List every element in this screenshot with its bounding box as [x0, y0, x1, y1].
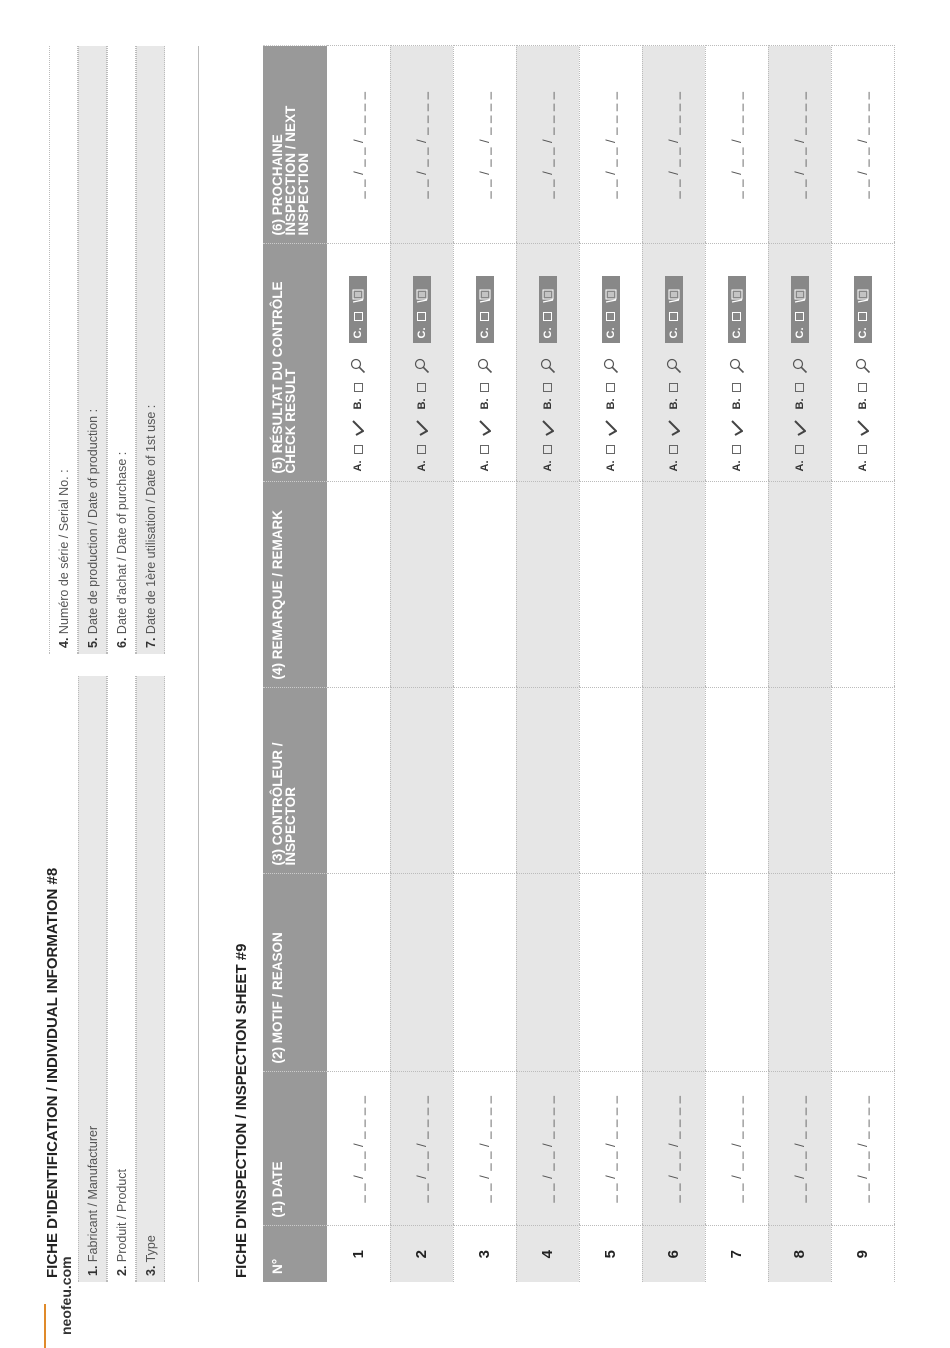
reason-cell[interactable] — [768, 874, 831, 1072]
result-b-checkbox[interactable] — [417, 384, 426, 393]
result-a-label: A. — [478, 460, 491, 472]
col-header-number: N° — [263, 1226, 327, 1282]
result-a-checkbox[interactable] — [417, 446, 426, 455]
result-c-label: C. — [415, 327, 428, 339]
next-inspection-cell[interactable]: _ _ / _ _ / _ _ _ _ — [831, 46, 894, 244]
section-divider — [198, 46, 199, 1282]
result-b-label: B. — [541, 398, 554, 410]
magnifier-icon — [414, 359, 430, 375]
magnifier-icon — [666, 359, 682, 375]
remark-cell[interactable] — [390, 482, 453, 688]
result-c-checkbox[interactable] — [480, 313, 489, 322]
row-number: 1 — [327, 1226, 390, 1282]
check-mark-icon — [668, 421, 680, 437]
result-b-label: B. — [352, 398, 365, 410]
check-mark-icon — [542, 421, 554, 437]
result-a-label: A. — [667, 460, 680, 472]
check-mark-icon — [731, 421, 743, 437]
result-c-badge — [413, 277, 431, 344]
result-c-label: C. — [730, 327, 743, 339]
next-inspection-cell[interactable]: _ _ / _ _ / _ _ _ _ — [327, 46, 390, 244]
check-mark-icon — [416, 421, 428, 437]
result-a-checkbox[interactable] — [669, 446, 678, 455]
result-b-checkbox[interactable] — [354, 384, 363, 393]
result-a-label: A. — [793, 460, 806, 472]
check-mark-icon — [857, 421, 869, 437]
inspector-cell[interactable] — [390, 688, 453, 874]
result-c-label: C. — [667, 327, 680, 339]
result-b-checkbox[interactable] — [543, 384, 552, 393]
result-c-badge — [539, 277, 557, 344]
col-header-inspector: (3) CONTRÔLEUR / INSPECTOR — [263, 688, 327, 874]
table-row — [768, 46, 831, 1282]
remark-cell[interactable] — [642, 482, 705, 688]
col-header-next-inspection: (6) PROCHAINE INSPECTION / NEXT INSPECTION — [263, 46, 327, 244]
next-inspection-cell[interactable]: _ _ / _ _ / _ _ _ _ — [642, 46, 705, 244]
row-number: 9 — [831, 1226, 894, 1282]
identification-title: FICHE D'IDENTIFICATION / INDIVIDUAL INFORMATION #8 — [44, 867, 61, 1278]
result-a-label: A. — [352, 460, 365, 472]
result-c-checkbox[interactable] — [795, 313, 804, 322]
repair-document-icon — [605, 290, 617, 304]
row-number: 2 — [390, 1226, 453, 1282]
repair-document-icon — [352, 290, 364, 304]
table-row — [327, 46, 390, 1282]
col-header-check-result: (5) RÉSULTAT DU CONTRÔLE CHECK RESULT — [263, 244, 327, 482]
result-c-label: C. — [793, 327, 806, 339]
date-cell[interactable]: _ _ / _ _ / _ _ _ _ — [327, 1072, 390, 1226]
inspector-cell[interactable] — [579, 688, 642, 874]
table-row — [579, 46, 642, 1282]
date-cell[interactable]: _ _ / _ _ / _ _ _ _ — [579, 1072, 642, 1226]
row-number: 3 — [453, 1226, 516, 1282]
next-inspection-cell[interactable]: _ _ / _ _ / _ _ _ _ — [768, 46, 831, 244]
result-c-checkbox[interactable] — [858, 313, 867, 322]
repair-document-icon — [416, 290, 428, 304]
inspection-table — [263, 46, 895, 1283]
footer-accent-bar — [44, 1304, 46, 1348]
result-c-checkbox[interactable] — [354, 313, 363, 322]
result-c-checkbox[interactable] — [669, 313, 678, 322]
table-row — [705, 46, 768, 1282]
next-inspection-cell[interactable]: _ _ / _ _ / _ _ _ _ — [516, 46, 579, 244]
result-a-checkbox[interactable] — [354, 446, 363, 455]
result-c-badge — [602, 277, 620, 344]
next-inspection-cell[interactable]: _ _ / _ _ / _ _ _ _ — [705, 46, 768, 244]
field-production-date[interactable]: 5. Date de production / Date of production : — [78, 46, 107, 654]
date-cell[interactable]: _ _ / _ _ / _ _ _ _ — [768, 1072, 831, 1226]
field-type[interactable]: 3. Type — [136, 676, 165, 1282]
result-b-checkbox[interactable] — [606, 384, 615, 393]
result-b-label: B. — [478, 398, 491, 410]
field-first-use-date[interactable]: 7. Date de 1ère utilisation / Date of 1st use : — [136, 46, 165, 654]
result-a-checkbox[interactable] — [480, 446, 489, 455]
result-c-badge — [791, 277, 809, 344]
check-result-cell — [642, 244, 705, 482]
check-mark-icon — [352, 421, 364, 437]
result-a-label: A. — [541, 460, 554, 472]
result-c-label: C. — [856, 327, 869, 339]
result-c-checkbox[interactable] — [417, 313, 426, 322]
result-c-badge — [665, 277, 683, 344]
inspector-cell[interactable] — [516, 688, 579, 874]
result-b-checkbox[interactable] — [480, 384, 489, 393]
date-cell[interactable]: _ _ / _ _ / _ _ _ _ — [705, 1072, 768, 1226]
table-row — [642, 46, 705, 1282]
magnifier-icon — [350, 359, 366, 375]
reason-cell[interactable] — [327, 874, 390, 1072]
magnifier-icon — [603, 359, 619, 375]
col-header-date: (1) DATE — [263, 1072, 327, 1226]
inspector-cell[interactable] — [705, 688, 768, 874]
repair-document-icon — [857, 290, 869, 304]
row-number: 5 — [579, 1226, 642, 1282]
row-number: 8 — [768, 1226, 831, 1282]
field-manufacturer[interactable]: 1. Fabricant / Manufacturer — [78, 676, 107, 1282]
magnifier-icon — [729, 359, 745, 375]
reason-cell[interactable] — [453, 874, 516, 1072]
result-b-label: B. — [793, 398, 806, 410]
table-row — [831, 46, 894, 1282]
result-c-checkbox[interactable] — [543, 313, 552, 322]
table-header — [263, 46, 327, 1282]
repair-document-icon — [794, 290, 806, 304]
col-header-remark: (4) REMARQUE / REMARK — [263, 482, 327, 688]
date-cell[interactable]: _ _ / _ _ / _ _ _ _ — [390, 1072, 453, 1226]
table-row — [390, 46, 453, 1282]
check-result-cell — [579, 244, 642, 482]
date-cell[interactable]: _ _ / _ _ / _ _ _ _ — [516, 1072, 579, 1226]
result-b-label: B. — [604, 398, 617, 410]
result-a-checkbox[interactable] — [858, 446, 867, 455]
result-c-badge — [476, 277, 494, 344]
result-c-badge — [349, 277, 367, 344]
check-result-cell — [516, 244, 579, 482]
inspector-cell[interactable] — [831, 688, 894, 874]
magnifier-icon — [477, 359, 493, 375]
field-purchase-date[interactable]: 6. Date d'achat / Date of purchase : — [107, 46, 136, 654]
check-mark-icon — [794, 421, 806, 437]
result-a-label: A. — [415, 460, 428, 472]
date-cell[interactable]: _ _ / _ _ / _ _ _ _ — [831, 1072, 894, 1226]
field-serial-number[interactable]: 4. Numéro de série / Serial No. : — [49, 46, 78, 654]
footer-website: neofeu.com — [58, 1256, 74, 1335]
result-b-checkbox[interactable] — [858, 384, 867, 393]
next-inspection-cell[interactable]: _ _ / _ _ / _ _ _ _ — [390, 46, 453, 244]
result-b-checkbox[interactable] — [732, 384, 741, 393]
inspector-cell[interactable] — [327, 688, 390, 874]
check-mark-icon — [479, 421, 491, 437]
magnifier-icon — [792, 359, 808, 375]
table-row — [453, 46, 516, 1282]
reason-cell[interactable] — [705, 874, 768, 1072]
result-a-label: A. — [856, 460, 869, 472]
result-a-label: A. — [604, 460, 617, 472]
inspector-cell[interactable] — [768, 688, 831, 874]
check-result-cell — [327, 244, 390, 482]
reason-cell[interactable] — [831, 874, 894, 1072]
result-c-label: C. — [352, 327, 365, 339]
next-inspection-cell[interactable]: _ _ / _ _ / _ _ _ _ — [579, 46, 642, 244]
result-b-label: B. — [730, 398, 743, 410]
date-cell[interactable]: _ _ / _ _ / _ _ _ _ — [453, 1072, 516, 1226]
row-number: 4 — [516, 1226, 579, 1282]
remark-cell[interactable] — [516, 482, 579, 688]
repair-document-icon — [542, 290, 554, 304]
col-header-reason: (2) MOTIF / REASON — [263, 874, 327, 1072]
result-a-checkbox[interactable] — [606, 446, 615, 455]
result-c-checkbox[interactable] — [606, 313, 615, 322]
inspector-cell[interactable] — [453, 688, 516, 874]
result-b-checkbox[interactable] — [669, 384, 678, 393]
next-inspection-cell[interactable]: _ _ / _ _ / _ _ _ _ — [453, 46, 516, 244]
row-number: 6 — [642, 1226, 705, 1282]
reason-cell[interactable] — [642, 874, 705, 1072]
result-a-checkbox[interactable] — [543, 446, 552, 455]
result-c-badge — [728, 277, 746, 344]
remark-cell[interactable] — [579, 482, 642, 688]
table-row — [516, 46, 579, 1282]
row-number: 7 — [705, 1226, 768, 1282]
result-a-checkbox[interactable] — [732, 446, 741, 455]
result-b-checkbox[interactable] — [795, 384, 804, 393]
reason-cell[interactable] — [516, 874, 579, 1072]
result-a-checkbox[interactable] — [795, 446, 804, 455]
repair-document-icon — [668, 290, 680, 304]
reason-cell[interactable] — [579, 874, 642, 1072]
check-mark-icon — [605, 421, 617, 437]
remark-cell[interactable] — [453, 482, 516, 688]
result-a-label: A. — [730, 460, 743, 472]
check-result-cell — [390, 244, 453, 482]
check-result-cell — [831, 244, 894, 482]
check-result-cell — [453, 244, 516, 482]
result-b-label: B. — [415, 398, 428, 410]
inspection-title: FICHE D'INSPECTION / INSPECTION SHEET #9 — [233, 943, 250, 1278]
remark-cell[interactable] — [831, 482, 894, 688]
check-result-cell — [705, 244, 768, 482]
result-c-label: C. — [478, 327, 491, 339]
remark-cell[interactable] — [768, 482, 831, 688]
repair-document-icon — [731, 290, 743, 304]
result-c-badge — [854, 277, 872, 344]
field-product[interactable]: 2. Produit / Product — [107, 676, 136, 1282]
reason-cell[interactable] — [390, 874, 453, 1072]
result-b-label: B. — [856, 398, 869, 410]
repair-document-icon — [479, 290, 491, 304]
inspector-cell[interactable] — [642, 688, 705, 874]
remark-cell[interactable] — [705, 482, 768, 688]
result-c-label: C. — [541, 327, 554, 339]
result-b-label: B. — [667, 398, 680, 410]
result-c-checkbox[interactable] — [732, 313, 741, 322]
check-result-cell — [768, 244, 831, 482]
date-cell[interactable]: _ _ / _ _ / _ _ _ _ — [642, 1072, 705, 1226]
magnifier-icon — [540, 359, 556, 375]
remark-cell[interactable] — [327, 482, 390, 688]
magnifier-icon — [855, 359, 871, 375]
result-c-label: C. — [604, 327, 617, 339]
